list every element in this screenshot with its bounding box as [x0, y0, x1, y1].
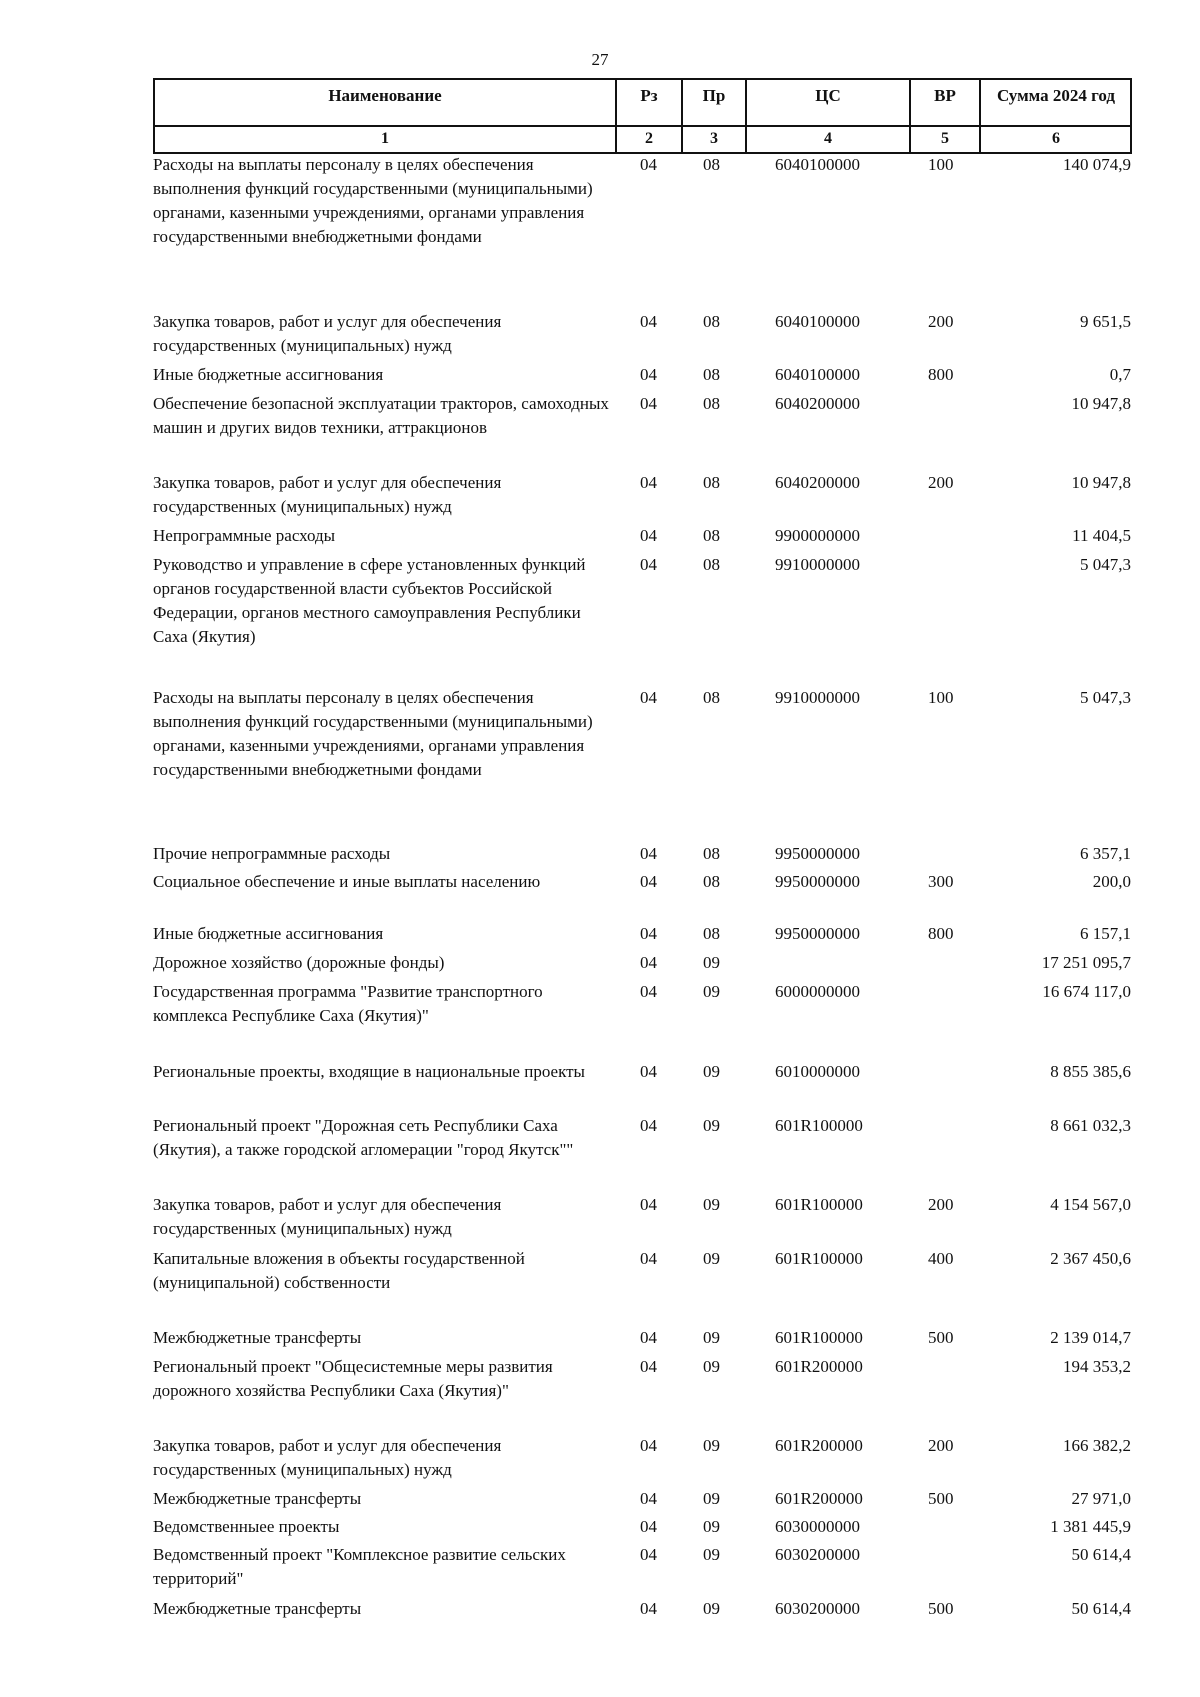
- row-cs: 9910000000: [775, 555, 860, 574]
- row-pr: 09: [703, 1436, 720, 1455]
- header-num-5: 5: [941, 130, 949, 147]
- row-sum: 50 614,4: [1071, 1545, 1131, 1564]
- header-sum: Сумма 2024 год: [996, 86, 1116, 105]
- row-sum: 10 947,8: [1071, 473, 1131, 492]
- row-pr: 09: [703, 1517, 720, 1536]
- row-sum: 166 382,2: [1063, 1436, 1131, 1455]
- row-vr: 200: [928, 1195, 954, 1214]
- row-name: Непрограммные расходы: [153, 526, 336, 545]
- row-sum: 5 047,3: [1080, 555, 1131, 574]
- header-rz: Рз: [640, 86, 658, 105]
- row-rz: 04: [640, 1599, 657, 1618]
- row-rz: 04: [640, 953, 657, 972]
- row-name: Расходы на выплаты персоналу в целях обеспечения выполнения функций государственными (муниципальными) органами, казенными учреждениями, органами управления государственными внебюджетными фондами: [153, 155, 593, 246]
- row-vr: 100: [928, 155, 954, 174]
- row-vr: 100: [928, 688, 954, 707]
- row-cs: 601R100000: [775, 1328, 863, 1347]
- row-cs: 6040100000: [775, 155, 860, 174]
- row-sum: 10 947,8: [1071, 394, 1131, 413]
- row-sum: 6 357,1: [1080, 844, 1131, 863]
- row-pr: 09: [703, 1062, 720, 1081]
- row-vr: 800: [928, 365, 954, 384]
- row-vr: 500: [928, 1599, 954, 1618]
- row-name: Государственная программа "Развитие транспортного комплекса Республике Саха (Якутия)": [153, 982, 543, 1025]
- row-rz: 04: [640, 526, 657, 545]
- row-rz: 04: [640, 982, 657, 1001]
- row-cs: 6030200000: [775, 1545, 860, 1564]
- header-pr: Пр: [702, 86, 726, 105]
- page-number: 27: [591, 50, 609, 69]
- row-cs: 601R200000: [775, 1436, 863, 1455]
- row-rz: 04: [640, 473, 657, 492]
- header-num-4: 4: [824, 130, 832, 147]
- row-sum: 5 047,3: [1080, 688, 1131, 707]
- row-name: Межбюджетные трансферты: [153, 1599, 362, 1618]
- row-cs: 6040200000: [775, 394, 860, 413]
- row-name: Обеспечение безопасной эксплуатации тракторов, самоходных машин и других видов техники, аттракционов: [153, 394, 609, 437]
- header-name: Наименование: [328, 86, 442, 105]
- row-name: Дорожное хозяйство (дорожные фонды): [153, 953, 445, 972]
- row-pr: 09: [703, 1195, 720, 1214]
- row-sum: 194 353,2: [1063, 1357, 1131, 1376]
- row-pr: 09: [703, 1116, 720, 1135]
- row-rz: 04: [640, 1116, 657, 1135]
- row-cs: 6040100000: [775, 312, 860, 331]
- header-num-1: 1: [381, 130, 389, 147]
- row-cs: 9950000000: [775, 844, 860, 863]
- row-cs: 601R200000: [775, 1357, 863, 1376]
- row-rz: 04: [640, 1489, 657, 1508]
- header-num-6: 6: [1052, 130, 1060, 147]
- row-pr: 08: [703, 155, 720, 174]
- row-name: Региональный проект "Дорожная сеть Республики Саха (Якутия), а также городской агломерации "город Якутск"": [153, 1116, 574, 1159]
- row-pr: 08: [703, 555, 720, 574]
- row-pr: 08: [703, 365, 720, 384]
- row-rz: 04: [640, 844, 657, 863]
- row-pr: 08: [703, 473, 720, 492]
- row-name: Прочие непрограммные расходы: [153, 844, 391, 863]
- row-rz: 04: [640, 1357, 657, 1376]
- row-name: Социальное обеспечение и иные выплаты населению: [153, 872, 541, 891]
- row-vr: 500: [928, 1489, 954, 1508]
- row-sum: 8 661 032,3: [1050, 1116, 1131, 1135]
- row-name: Межбюджетные трансферты: [153, 1328, 362, 1347]
- header-num-2: 2: [645, 130, 653, 147]
- row-cs: 6040100000: [775, 365, 860, 384]
- row-cs: 9910000000: [775, 688, 860, 707]
- row-vr: 500: [928, 1328, 954, 1347]
- row-cs: 601R100000: [775, 1195, 863, 1214]
- row-cs: 6040200000: [775, 473, 860, 492]
- row-sum: 6 157,1: [1080, 924, 1131, 943]
- row-sum: 17 251 095,7: [1041, 953, 1131, 972]
- table-header: [153, 78, 1132, 154]
- row-cs: 6030000000: [775, 1517, 860, 1536]
- row-name: Региональный проект "Общесистемные меры развития дорожного хозяйства Республики Саха (Якутия)": [153, 1357, 553, 1400]
- header-num-3: 3: [710, 130, 718, 147]
- row-name: Закупка товаров, работ и услуг для обеспечения государственных (муниципальных) нужд: [153, 1195, 502, 1238]
- row-rz: 04: [640, 1517, 657, 1536]
- row-rz: 04: [640, 1545, 657, 1564]
- row-cs: 601R100000: [775, 1249, 863, 1268]
- row-pr: 09: [703, 1249, 720, 1268]
- row-pr: 08: [703, 526, 720, 545]
- row-rz: 04: [640, 155, 657, 174]
- row-sum: 9 651,5: [1080, 312, 1131, 331]
- row-vr: 400: [928, 1249, 954, 1268]
- row-pr: 09: [703, 982, 720, 1001]
- row-sum: 4 154 567,0: [1050, 1195, 1131, 1214]
- row-name: Иные бюджетные ассигнования: [153, 365, 384, 384]
- row-pr: 09: [703, 953, 720, 972]
- row-cs: 9950000000: [775, 924, 860, 943]
- row-pr: 09: [703, 1599, 720, 1618]
- row-pr: 09: [703, 1489, 720, 1508]
- row-sum: 27 971,0: [1071, 1489, 1131, 1508]
- row-rz: 04: [640, 872, 657, 891]
- row-vr: 200: [928, 312, 954, 331]
- row-rz: 04: [640, 1062, 657, 1081]
- row-pr: 08: [703, 924, 720, 943]
- row-sum: 8 855 385,6: [1050, 1062, 1131, 1081]
- row-rz: 04: [640, 1328, 657, 1347]
- row-name: Региональные проекты, входящие в национальные проекты: [153, 1062, 585, 1081]
- row-sum: 1 381 445,9: [1050, 1517, 1131, 1536]
- row-name: Иные бюджетные ассигнования: [153, 924, 384, 943]
- row-pr: 09: [703, 1545, 720, 1564]
- row-cs: 601R200000: [775, 1489, 863, 1508]
- row-sum: 2 139 014,7: [1050, 1328, 1131, 1347]
- row-cs: 6010000000: [775, 1062, 860, 1081]
- row-pr: 09: [703, 1357, 720, 1376]
- row-pr: 08: [703, 872, 720, 891]
- row-sum: 2 367 450,6: [1050, 1249, 1131, 1268]
- row-rz: 04: [640, 1249, 657, 1268]
- row-rz: 04: [640, 688, 657, 707]
- row-cs: 9950000000: [775, 872, 860, 891]
- row-rz: 04: [640, 365, 657, 384]
- row-sum: 16 674 117,0: [1042, 982, 1131, 1001]
- header-vr: ВР: [934, 86, 956, 105]
- row-sum: 200,0: [1092, 872, 1131, 891]
- row-vr: 800: [928, 924, 954, 943]
- row-pr: 08: [703, 312, 720, 331]
- row-sum: 140 074,9: [1063, 155, 1131, 174]
- row-name: Расходы на выплаты персоналу в целях обеспечения выполнения функций государственными (муниципальными) органами, казенными учреждениями, органами управления государственными внебюджетными фондами: [153, 688, 593, 779]
- row-name: Ведомственныее проекты: [153, 1517, 340, 1536]
- row-name: Ведомственный проект "Комплексное развитие сельских территорий": [153, 1545, 566, 1588]
- row-name: Закупка товаров, работ и услуг для обеспечения государственных (муниципальных) нужд: [153, 1436, 502, 1479]
- row-cs: 601R100000: [775, 1116, 863, 1135]
- row-vr: 200: [928, 1436, 954, 1455]
- row-cs: 6000000000: [775, 982, 860, 1001]
- row-cs: 6030200000: [775, 1599, 860, 1618]
- row-name: Закупка товаров, работ и услуг для обеспечения государственных (муниципальных) нужд: [153, 473, 502, 516]
- row-name: Руководство и управление в сфере установленных функций органов государственной власти субъектов Российской Федерации, органов местного самоуправления Республики Саха (Якутия): [153, 555, 586, 646]
- row-sum: 50 614,4: [1071, 1599, 1131, 1618]
- row-sum: 11 404,5: [1072, 526, 1131, 545]
- row-rz: 04: [640, 924, 657, 943]
- header-cs: ЦС: [815, 86, 841, 105]
- row-name: Межбюджетные трансферты: [153, 1489, 362, 1508]
- row-sum: 0,7: [1109, 365, 1131, 384]
- row-rz: 04: [640, 394, 657, 413]
- row-rz: 04: [640, 1436, 657, 1455]
- row-name: Закупка товаров, работ и услуг для обеспечения государственных (муниципальных) нужд: [153, 312, 502, 355]
- row-rz: 04: [640, 555, 657, 574]
- row-pr: 08: [703, 844, 720, 863]
- row-pr: 08: [703, 394, 720, 413]
- row-rz: 04: [640, 312, 657, 331]
- row-vr: 300: [928, 872, 954, 891]
- row-cs: 9900000000: [775, 526, 860, 545]
- row-name: Капитальные вложения в объекты государственной (муниципальной) собственности: [153, 1249, 525, 1292]
- row-pr: 08: [703, 688, 720, 707]
- row-vr: 200: [928, 473, 954, 492]
- row-rz: 04: [640, 1195, 657, 1214]
- row-pr: 09: [703, 1328, 720, 1347]
